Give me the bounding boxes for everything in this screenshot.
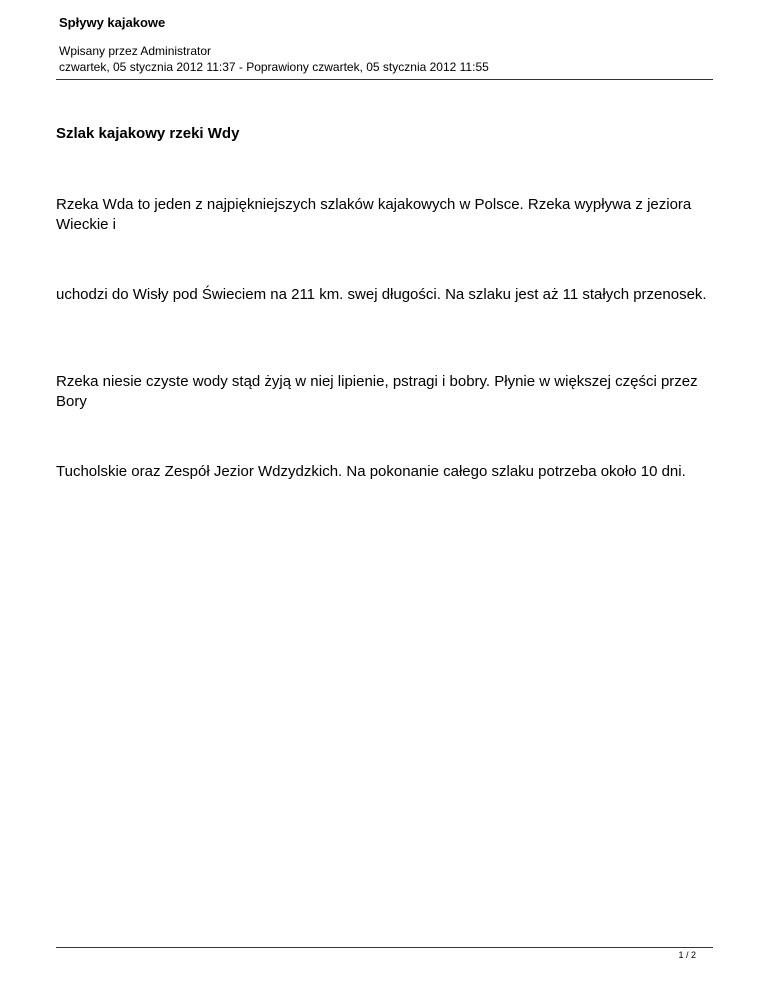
article-paragraph: uchodzi do Wisły pod Świeciem na 211 km. swej długości. Na szlaku jest aż 11 stałych przenosek. — [56, 286, 707, 303]
article-paragraph: Rzeka Wda to jeden z najpiękniejszych szlaków kajakowych w Polsce. Rzeka wypływa z jeziora Wieckie i — [56, 196, 692, 233]
article-paragraph: Rzeka niesie czyste wody stąd żyją w niej lipienie, pstragi i bobry. Płynie w większej części przez Bory — [56, 373, 698, 410]
header-divider — [56, 79, 713, 80]
article-heading: Szlak kajakowy rzeki Wdy — [56, 125, 240, 142]
date-line: czwartek, 05 stycznia 2012 11:37 - Poprawiony czwartek, 05 stycznia 2012 11:55 — [59, 60, 489, 74]
page-number: 1 / 2 — [678, 950, 696, 960]
document-title: Spływy kajakowe — [59, 15, 166, 30]
footer-divider — [56, 947, 713, 948]
article-paragraph: Tucholskie oraz Zespół Jezior Wdzydzkich. Na pokonanie całego szlaku potrzeba około 10 dni. — [56, 463, 686, 480]
author-line: Wpisany przez Administrator — [59, 44, 212, 58]
